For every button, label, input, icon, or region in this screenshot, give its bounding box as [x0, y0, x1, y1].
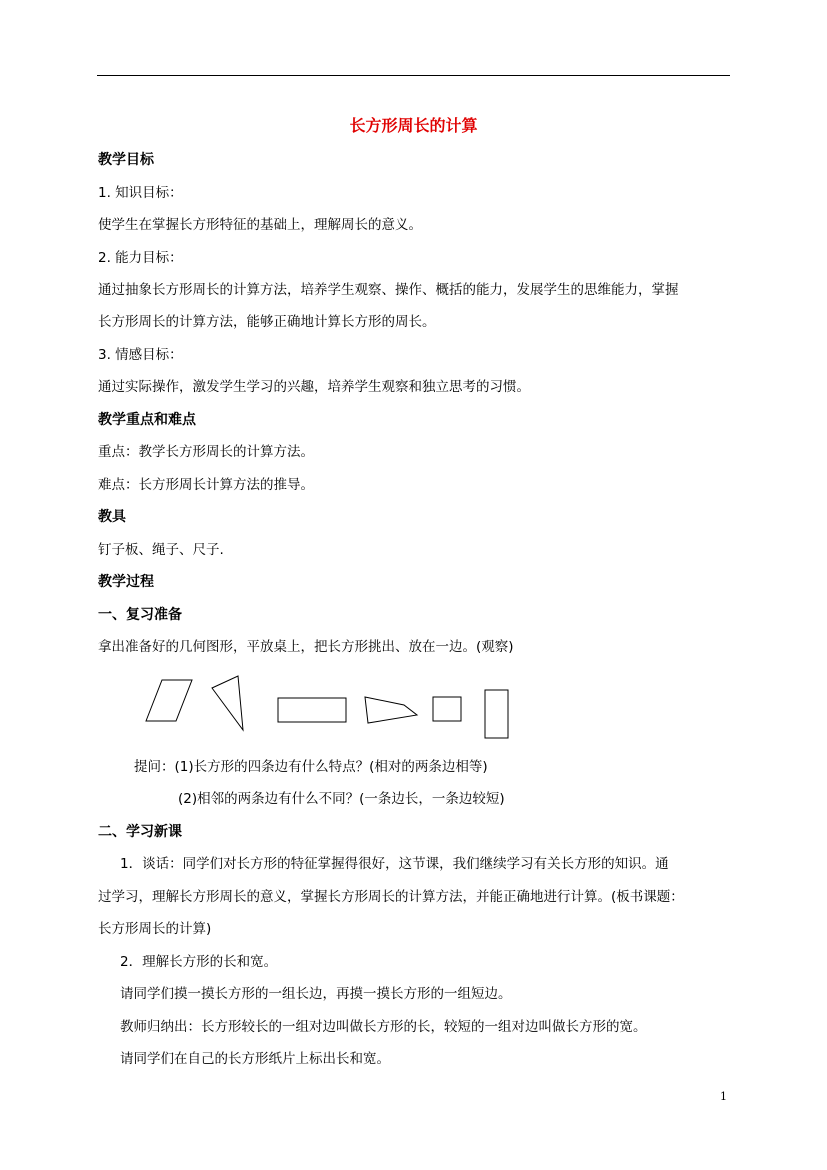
heading-teaching-process: 教学过程 [98, 574, 154, 590]
teaching-aids-text: 钉子板、绳子、尺子. [98, 542, 224, 558]
lesson-step-2: 2．理解长方形的长和宽。 [120, 954, 278, 970]
heading-teaching-goals: 教学目标 [98, 152, 154, 168]
document-title: 长方形周长的计算 [349, 116, 478, 135]
question-1: 提问：(1)长方形的四条边有什么特点？(相对的两条边相等) [134, 759, 488, 775]
lesson-talk-2: 过学习，理解长方形周长的意义，掌握长方形周长的计算方法，并能正确地进行计算。(板书课题： [98, 889, 684, 905]
review-text: 拿出准备好的几何图形，平放桌上，把长方形挑出、放在一边。(观察) [98, 639, 514, 655]
lesson-talk-1: 1．谈话：同学们对长方形的特征掌握得很好，这节课，我们继续学习有关长方形的知识。通 [120, 856, 669, 872]
lesson-talk-3: 长方形周长的计算) [98, 921, 212, 937]
goal-knowledge-text: 使学生在掌握长方形特征的基础上，理解周长的意义。 [98, 217, 422, 233]
lesson-mark-sides: 请同学们在自己的长方形纸片上标出长和宽。 [120, 1051, 390, 1067]
difficult-point: 难点：长方形周长计算方法的推导。 [98, 477, 314, 493]
heading-review: 一、复习准备 [98, 607, 182, 623]
goal-emotion-label: 3. 情感目标： [98, 347, 183, 363]
lesson-teacher-summary: 教师归纳出：长方形较长的一组对边叫做长方形的长，较短的一组对边叫做长方形的宽。 [120, 1019, 647, 1035]
heading-teaching-aids: 教具 [98, 509, 126, 525]
goal-ability-label: 2. 能力目标： [98, 250, 183, 266]
key-point: 重点：教学长方形周长的计算方法。 [98, 444, 314, 460]
header-rule [97, 75, 730, 76]
goal-ability-text-2: 长方形周长的计算方法，能够正确地计算长方形的周长。 [98, 314, 436, 330]
heading-new-lesson: 二、学习新课 [98, 824, 182, 840]
quadrilateral-shape [365, 697, 417, 723]
heading-key-points: 教学重点和难点 [98, 412, 196, 428]
tall-rectangle-shape [485, 690, 508, 738]
wide-rectangle-shape [278, 698, 346, 722]
question-2: (2)相邻的两条边有什么不同？(一条边长，一条边较短) [178, 791, 505, 807]
triangle-shape [212, 676, 243, 730]
goal-knowledge-label: 1. 知识目标： [98, 185, 183, 201]
lesson-touch-sides: 请同学们摸一摸长方形的一组长边，再摸一摸长方形的一组短边。 [120, 986, 512, 1002]
goal-ability-text-1: 通过抽象长方形周长的计算方法，培养学生观察、操作、概括的能力，发展学生的思维能力，掌握 [98, 282, 679, 298]
geometric-shapes-figure [140, 675, 520, 745]
square-shape [433, 697, 461, 721]
goal-emotion-text: 通过实际操作，激发学生学习的兴趣，培养学生观察和独立思考的习惯。 [98, 379, 530, 395]
page-number: 1 [720, 1090, 727, 1103]
parallelogram-shape [146, 680, 192, 721]
